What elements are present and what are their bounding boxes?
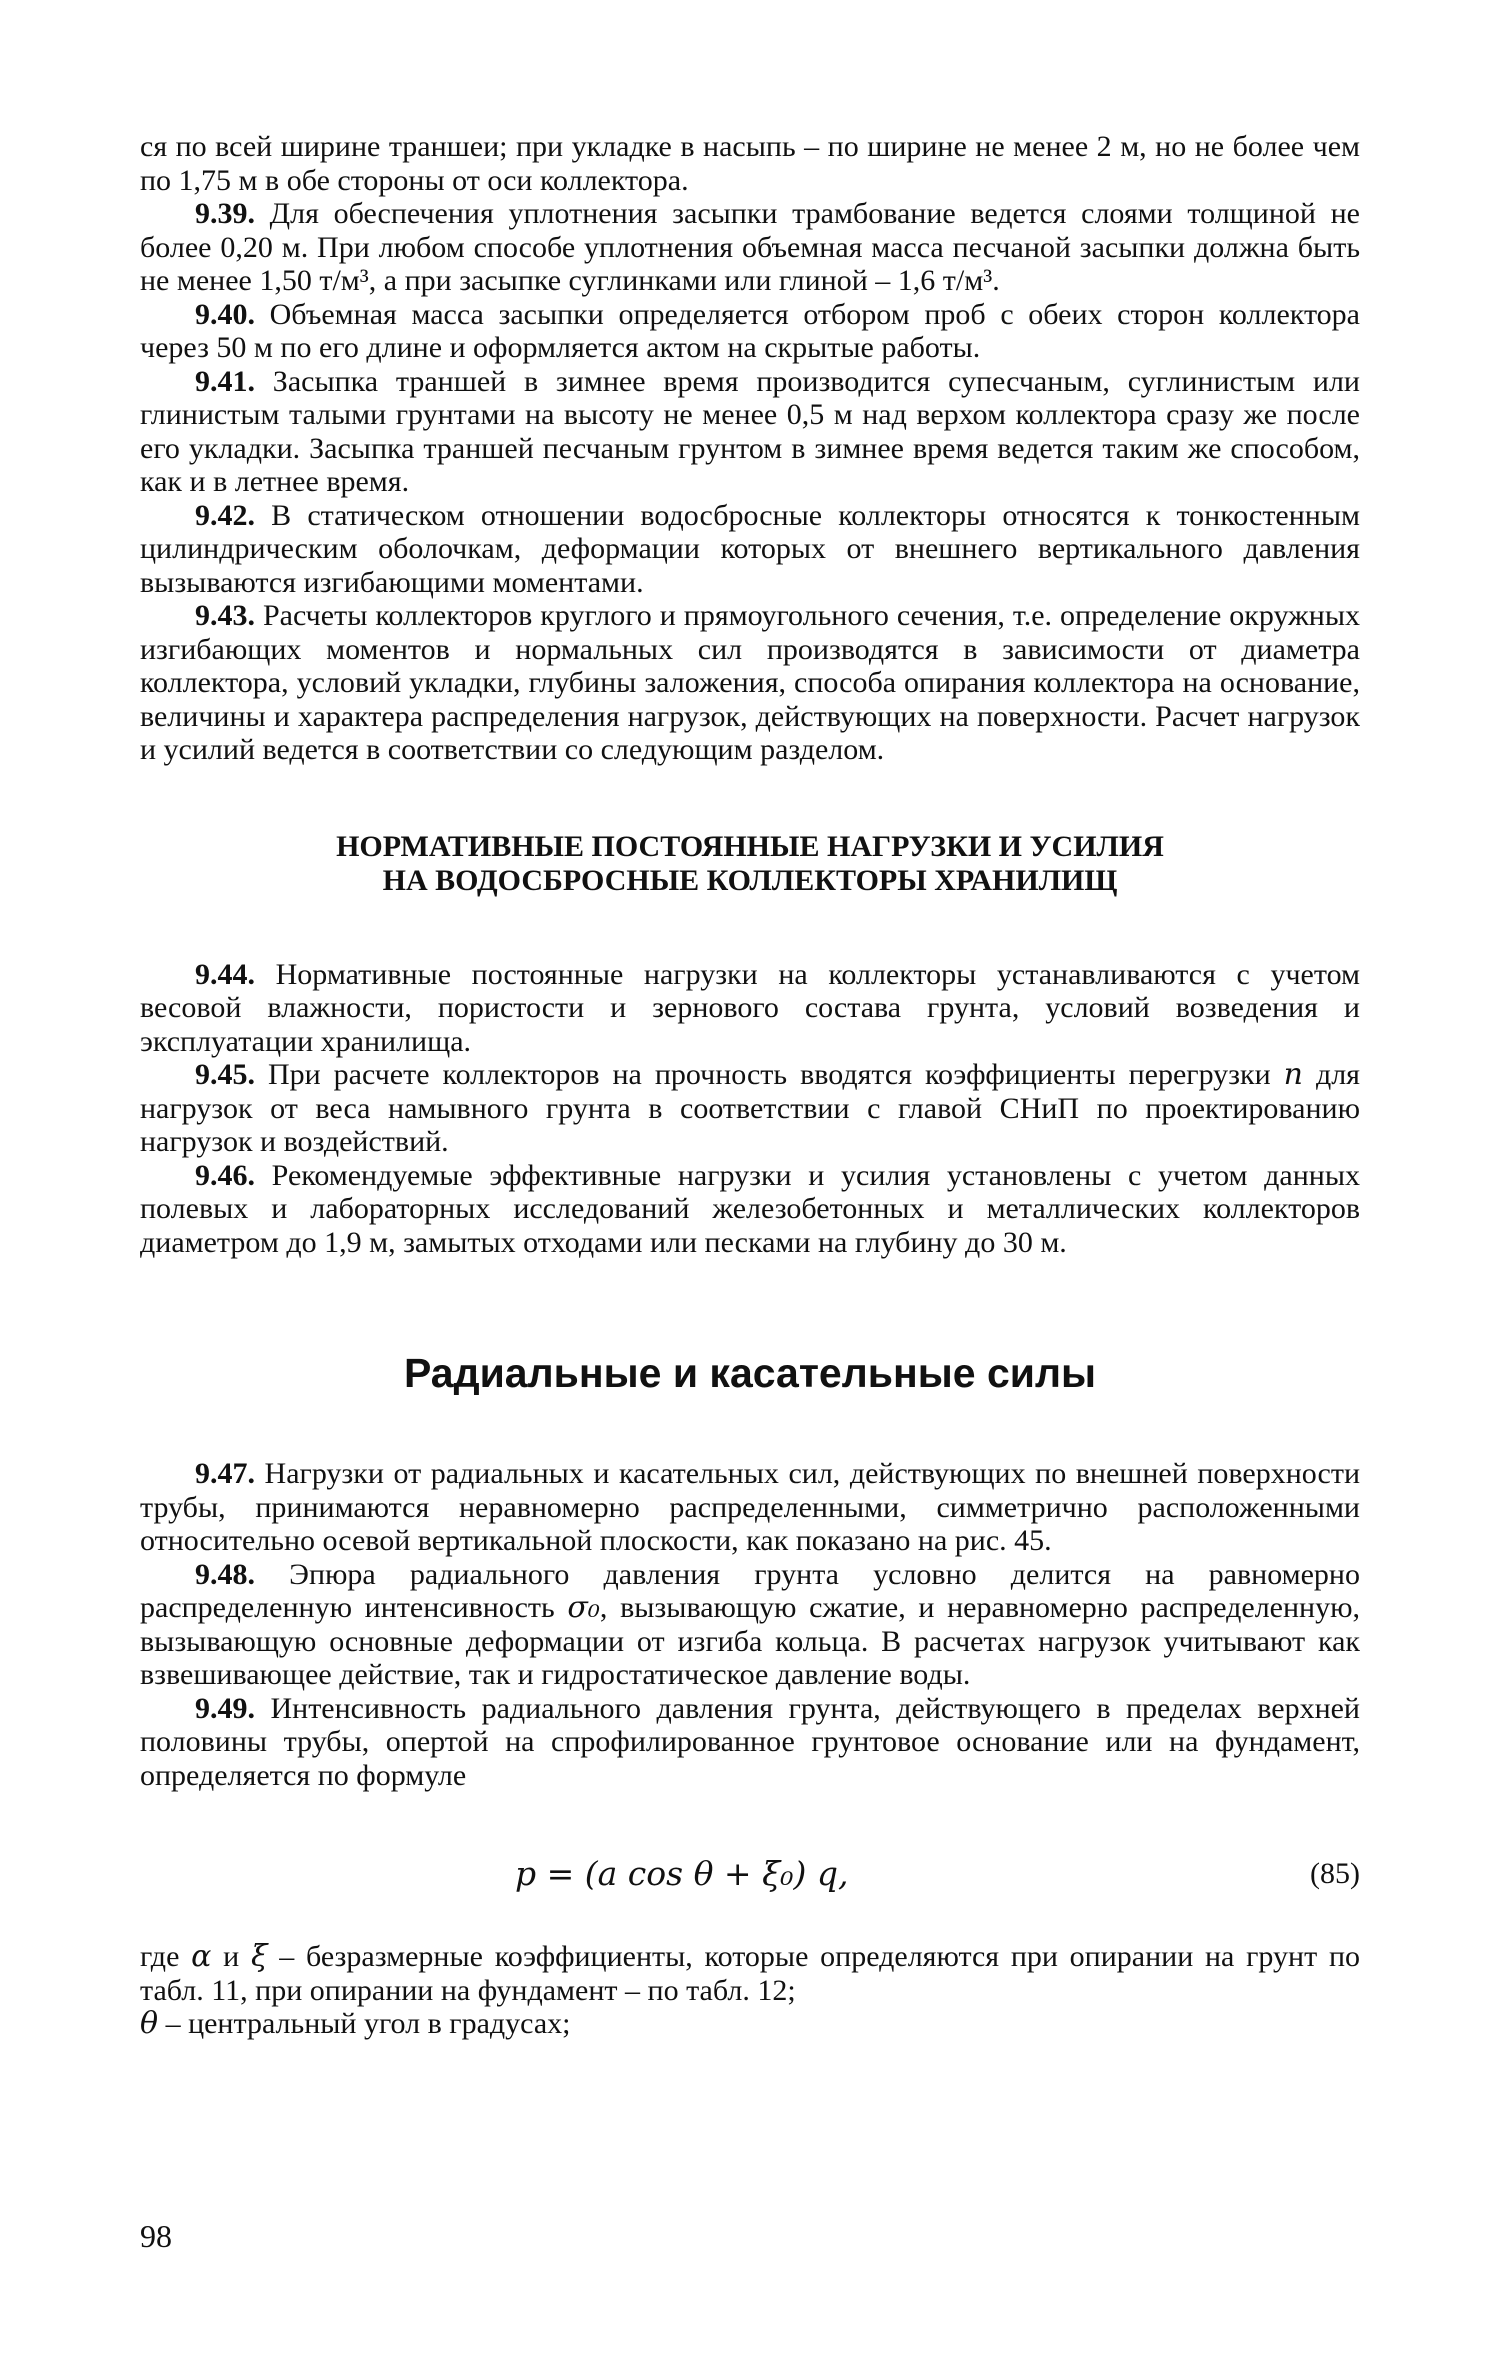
formula-expression: p = (a cos θ + ξ₀) q,	[515, 1854, 849, 1893]
clause-text: В статическом отношении водосбросные коллекторы относятся к тонкостенным цилиндрическим оболочкам, деформации которых от внешнего вертикального давления вызываются изгибающими моментами.	[140, 498, 1360, 599]
section-heading-line-2: НА ВОДОСБРОСНЫЕ КОЛЛЕКТОРЫ ХРАНИЛИЩ	[382, 863, 1118, 897]
clause-9-47	[140, 1457, 1360, 1558]
formula-row	[140, 1854, 1360, 1894]
clause-number: 9.43.	[195, 599, 255, 632]
clause-number: 9.45.	[195, 1058, 255, 1091]
clause-text-cont: , вызывающую сжатие, и неравномерно распределенную, вызывающую основные деформации от изгиба кольца. В расчетах нагрузок учитывают как взвешивающее действие, так и гидростатическое давление воды.	[140, 1591, 1360, 1691]
clause-9-49	[140, 1692, 1360, 1793]
clause-9-43	[140, 599, 1360, 767]
theta-symbol: θ	[140, 2006, 159, 2041]
clause-text-cont: для нагрузок от веса намывного грунта в соответствии с главой СНиП по проектированию нагрузок и воздействий.	[140, 1058, 1360, 1158]
clause-text: При расчете коллекторов на прочность вводятся коэффициенты перегрузки	[255, 1058, 1284, 1091]
clause-text: Нагрузки от радиальных и касательных сил, действующих по внешней поверхности трубы, принимаются неравномерно распределенными, симметрично расположенными относительно осевой вертикальной плоскости, как показано на рис. 45.	[140, 1457, 1360, 1557]
clause-9-48	[140, 1558, 1360, 1692]
clause-9-44	[140, 958, 1360, 1059]
alpha-symbol: α	[191, 1939, 212, 1974]
clause-text: Эпюра радиального давления грунта условно делится на равномерно распределенную интенсивность	[140, 1557, 1360, 1624]
clause-9-41	[140, 365, 1360, 499]
subsection-heading: Радиальные и касательные силы	[403, 1350, 1097, 1396]
clause-text: Рекомендуемые эффективные нагрузки и усилия установлены с учетом данных полевых и лабораторных исследований железобетонных и металлических коллекторов диаметром до 1,9 м, замытых отходами или песками на глубину до 30 м.	[140, 1158, 1360, 1259]
clause-9-42	[140, 499, 1360, 600]
where-conj: и	[211, 1940, 251, 1973]
continuation-paragraph: ся по всей ширине траншеи; при укладке в насыпь – по ширине не менее 2 м, но не более чем по 1,75 м в обе стороны от оси коллектора.	[140, 130, 1360, 197]
clause-number: 9.42.	[195, 498, 255, 532]
page-number: 98	[140, 2218, 172, 2254]
clause-number: 9.40.	[195, 297, 255, 331]
formula-number: (85)	[1310, 1857, 1360, 1890]
clause-text: Расчеты коллекторов круглого и прямоугольного сечения, т.е. определение окружных изгибающих моментов и нормальных сил производятся в зависимости от диаметра коллектора, условий укладки, глубины заложения, способа опирания коллектора на основание, величины и характера распределения нагрузок, действующих на поверхности. Расчет нагрузок и усилий ведется в соответствии со следующим разделом.	[140, 599, 1360, 766]
clause-text: Интенсивность радиального давления грунта, действующего в пределах верхней половины трубы, опертой на спрофилированное грунтовое основание или на фундамент, определяется по формуле	[140, 1691, 1360, 1792]
clause-number: 9.47.	[195, 1457, 255, 1490]
clause-9-46	[140, 1159, 1360, 1260]
xi-symbol: ξ	[250, 1939, 268, 1974]
where-paragraph	[140, 1940, 1360, 2041]
clause-number: 9.48.	[195, 1557, 255, 1591]
clause-number: 9.39.	[195, 197, 255, 230]
clause-text: Объемная масса засыпки определяется отбором проб с обеих сторон коллектора через 50 м по его длине и оформляется актом на скрытые работы.	[140, 297, 1360, 364]
clause-text: Нормативные постоянные нагрузки на коллекторы устанавливаются с учетом весовой влажности, пористости и зернового состава грунта, условий возведения и эксплуатации хранилища.	[140, 957, 1360, 1058]
clause-number: 9.44.	[195, 957, 255, 991]
clause-text: Засыпка траншей в зимнее время производится супесчаным, суглинистым или глинистым талыми грунтами на высоту не менее 0,5 м над верхом коллектора сразу же после его укладки. Засыпка траншей песчаным грунтом в зимнее время ведется таким же способом, как и в летнее время.	[140, 364, 1360, 498]
overload-coefficient-symbol: n	[1283, 1057, 1303, 1092]
clause-9-45	[140, 1058, 1360, 1159]
where-text-2: – центральный угол в градусах;	[158, 2007, 571, 2040]
intensity-symbol: σ₀	[567, 1590, 600, 1625]
clause-9-40	[140, 298, 1360, 365]
where-word: где	[140, 1940, 192, 1973]
where-text-1: – безразмерные коэффициенты, которые определяются при опирании на грунт по табл. 11, при опирании на фундамент – по табл. 12;	[140, 1940, 1360, 2007]
section-heading	[140, 830, 1360, 898]
clause-number: 9.46.	[195, 1158, 255, 1192]
section-heading-line-1: НОРМАТИВНЫЕ ПОСТОЯННЫЕ НАГРУЗКИ И УСИЛИЯ	[336, 829, 1164, 863]
clause-text: Для обеспечения уплотнения засыпки трамбование ведется слоями толщиной не более 0,20 м. При любом способе уплотнения объемная масса песчаной засыпки должна быть не менее 1,50 т/м³, а при засыпке суглинками или глиной – 1,6 т/м³.	[140, 197, 1360, 297]
clause-number: 9.41.	[195, 364, 255, 398]
clause-9-39	[140, 197, 1360, 298]
clause-number: 9.49.	[195, 1691, 255, 1725]
